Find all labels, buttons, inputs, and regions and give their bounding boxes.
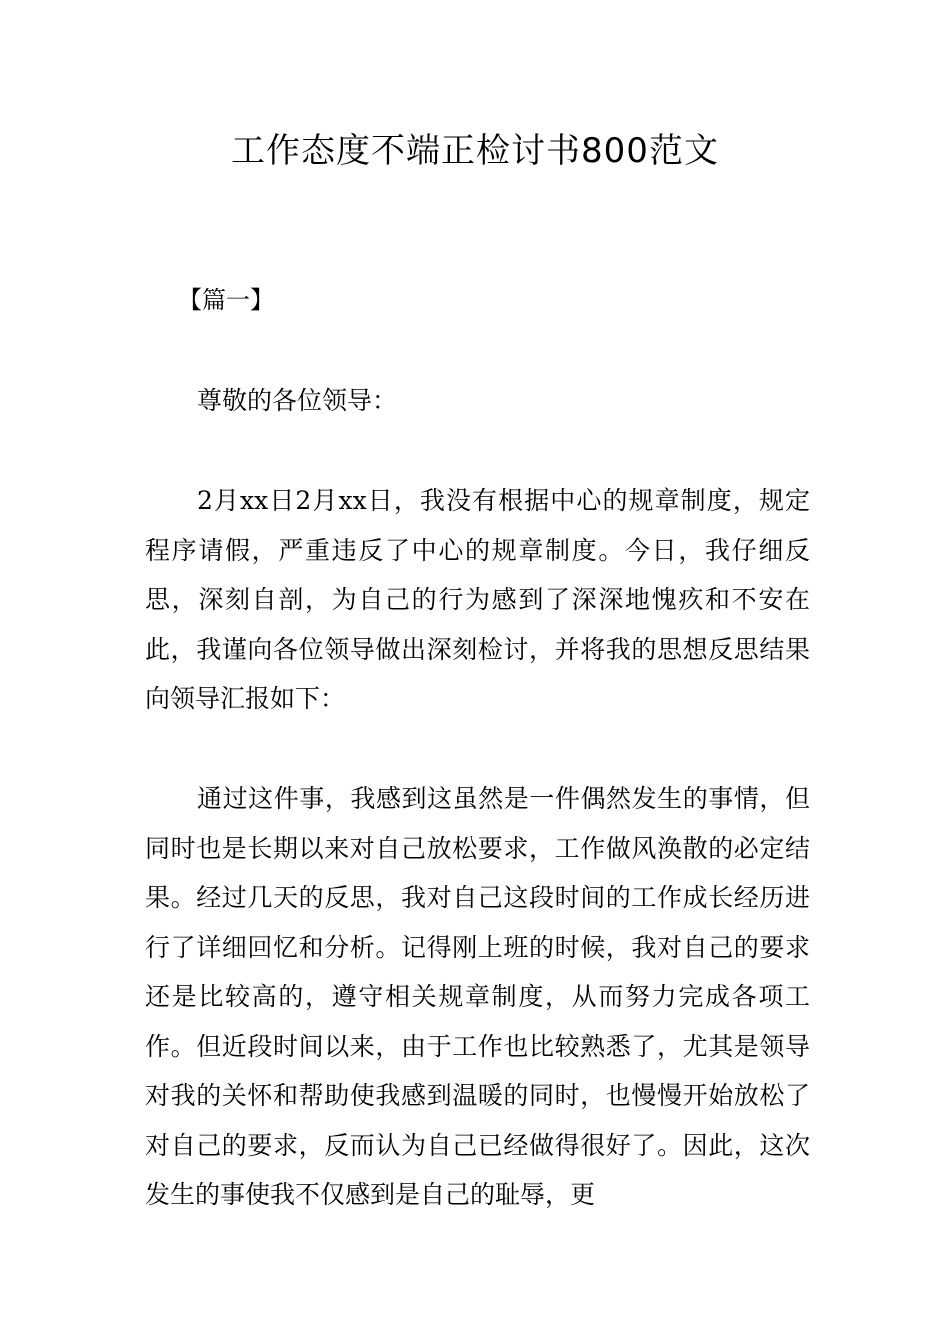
body-paragraph-2: 通过这件事，我感到这虽然是一件偶然发生的事情，但同时也是长期以来对自己放松要求，工作做风涣散的必定结果。经过几天的反思，我对自己这段时间的工作成长经历进行了详细回忆和分析。记得刚上班的时候，我对自己的要求还是比较高的，遵守相关规章制度，从而努力完成各项工作。但近段时间以来，由于工作也比较熟悉了，尤其是领导对我的关怀和帮助使我感到温暖的同时，也慢慢开始放松了对自己的要求，反而认为自己已经做得很好了。因此，这次发生的事使我不仅感到是自己的耻辱，更: [145, 784, 810, 1209]
section-label: 【篇一】: [178, 286, 274, 314]
body-paragraph-1: 2月xx日2月xx日，我没有根据中心的规章制度，规定程序请假，严重违反了中心的规章制度。今日，我仔细反思，深刻自剖，为自己的行为感到了深深地愧疚和不安在此，我谨向各位领导做出深刻检讨，并将我的思想反思结果向领导汇报如下：: [145, 486, 810, 713]
document-title: 工作态度不端正检讨书800范文: [231, 131, 719, 171]
salutation: 尊敬的各位领导：: [197, 386, 398, 415]
